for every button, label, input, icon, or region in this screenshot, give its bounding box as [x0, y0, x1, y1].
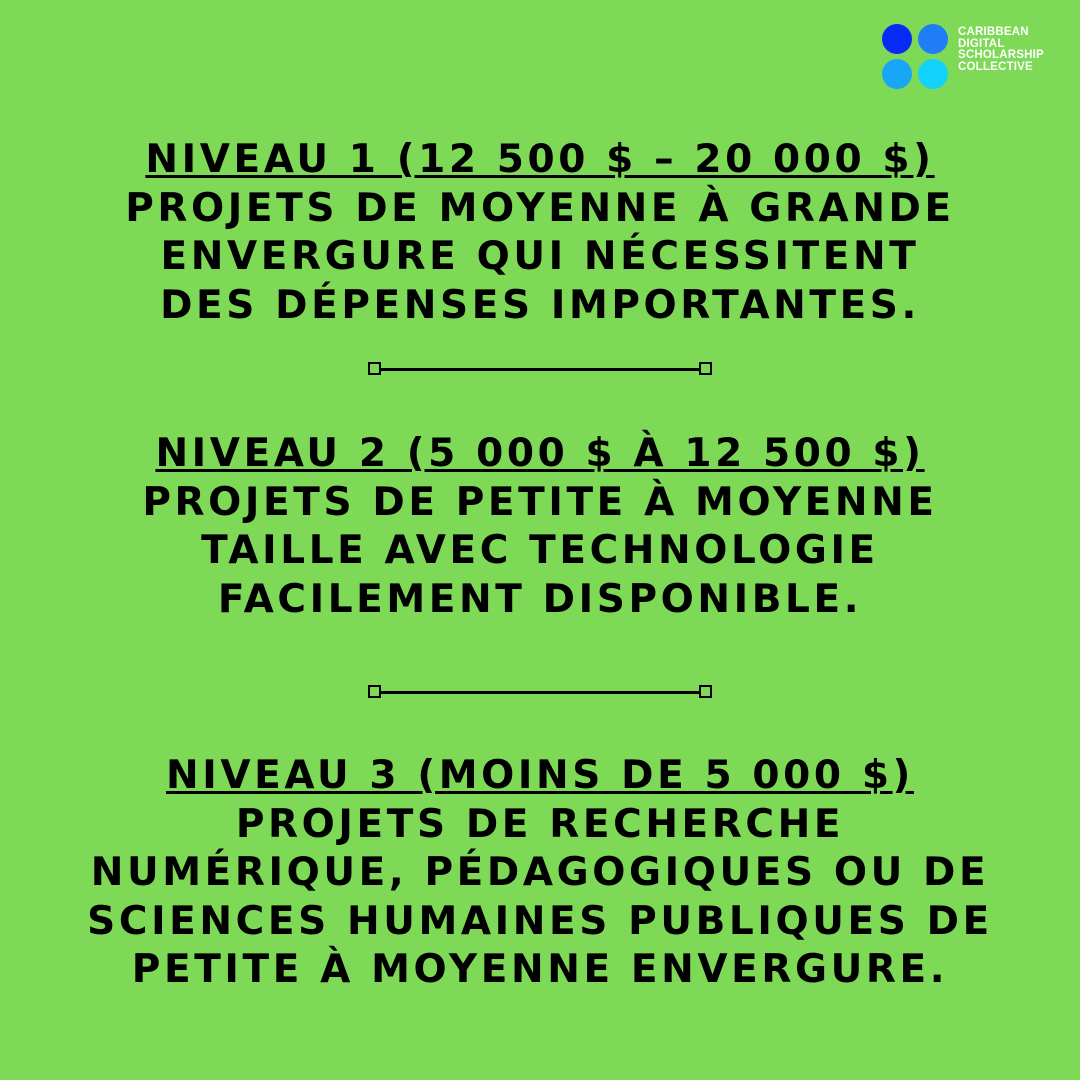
logo-line: COLLECTIVE [958, 60, 1033, 73]
tier-2-heading: NIVEAU 2 (5 000 $ À 12 500 $) [155, 431, 925, 476]
logo-line: CARIBBEAN [958, 26, 1029, 38]
logo-dot [918, 59, 948, 89]
divider-line [376, 691, 704, 694]
divider-node-icon [699, 685, 712, 698]
divider-node-icon [368, 685, 381, 698]
logo-dot [882, 24, 912, 54]
section-divider [368, 685, 712, 699]
tier-3-desc-line: PETITE À MOYENNE ENVERGURE. [131, 947, 949, 992]
logo-wordmark [958, 27, 1044, 73]
tier-1-desc-line: DES DÉPENSES IMPORTANTES. [160, 282, 920, 328]
tier-3-desc-line: NUMÉRIQUE, PÉDAGOGIQUES OU DE [90, 850, 990, 895]
tier-2-section [0, 430, 1080, 624]
cdsc-logo [882, 24, 1044, 89]
divider-node-icon [699, 362, 712, 375]
tier-1-desc-line: ENVERGURE QUI NÉCESSITENT [160, 234, 920, 279]
tier-3-heading: NIVEAU 3 (MOINS DE 5 000 $) [166, 753, 914, 798]
tier-1-desc-line: PROJETS DE MOYENNE À GRANDE [125, 185, 955, 231]
tier-2-desc-line: TAILLE AVEC TECHNOLOGIE [201, 528, 879, 573]
tier-3-desc-line: SCIENCES HUMAINES PUBLIQUES DE [87, 898, 993, 944]
tier-2-desc-line: FACILEMENT DISPONIBLE. [217, 576, 863, 622]
tier-1-section [0, 136, 1080, 330]
section-divider [368, 362, 712, 376]
tier-1-heading: NIVEAU 1 (12 500 $ – 20 000 $) [145, 137, 935, 182]
divider-line [376, 368, 704, 371]
tier-3-section [0, 752, 1080, 995]
logo-dots-icon [882, 24, 948, 89]
tier-3-desc-line: PROJETS DE RECHERCHE [235, 801, 845, 847]
logo-line: SCHOLARSHIP [958, 49, 1044, 61]
divider-node-icon [368, 362, 381, 375]
logo-dot [918, 24, 948, 54]
logo-line: DIGITAL [958, 37, 1005, 50]
tier-2-desc-line: PROJETS DE PETITE À MOYENNE [142, 479, 938, 525]
logo-dot [882, 59, 912, 89]
